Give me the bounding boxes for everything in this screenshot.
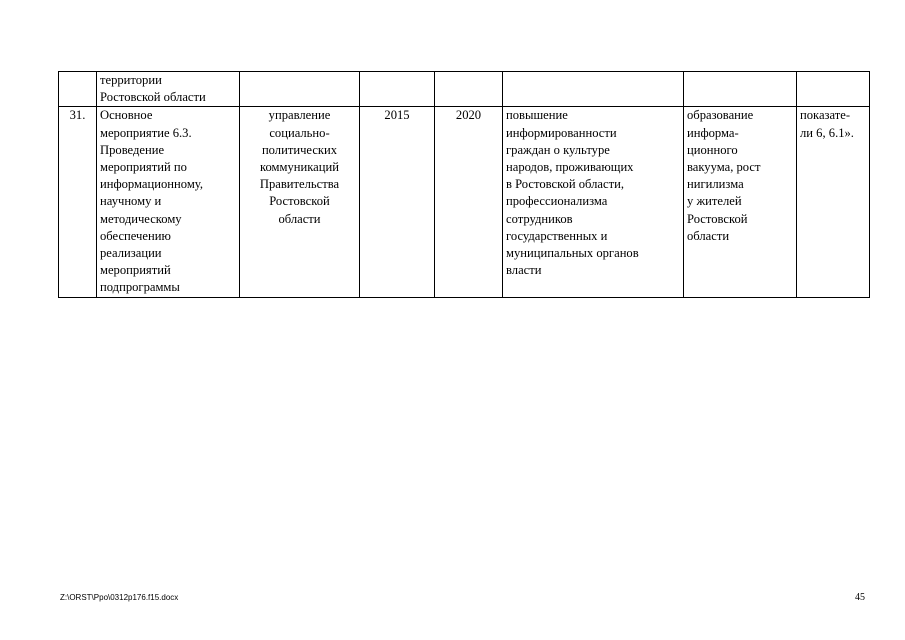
page-number: 45 — [855, 592, 865, 603]
cell-start-year — [360, 72, 435, 107]
cell-measure-name — [97, 107, 240, 297]
text-line: Ростовской области — [100, 90, 206, 105]
text-line: мероприятий по — [100, 160, 187, 175]
cell-number: 31. — [59, 107, 97, 297]
cell-consequences — [684, 107, 797, 297]
cell-measure-name — [97, 72, 240, 107]
cell-start-year: 2015 — [360, 107, 435, 297]
cell-consequences — [684, 72, 797, 107]
text-line: Проведение — [100, 142, 165, 157]
cell-number — [59, 72, 97, 107]
table-row-continuation — [59, 72, 870, 107]
text-line: управление — [268, 108, 331, 123]
text-line: образование — [687, 108, 754, 123]
text-line: области — [278, 211, 321, 226]
text-line: Основное — [100, 108, 153, 123]
text-line: мероприятий — [100, 263, 171, 278]
cell-indicators — [797, 107, 870, 297]
text-line: вакуума, рост — [687, 160, 761, 175]
text-line: показате- — [800, 108, 851, 123]
text-line: области — [687, 228, 730, 243]
text-line: ли 6, 6.1». — [800, 125, 854, 140]
text-line: в Ростовской области, — [506, 177, 624, 192]
text-line: информационному, — [100, 177, 203, 192]
text-line: коммуникаций — [260, 160, 339, 175]
text-line: муниципальных органов — [506, 246, 639, 261]
text-line: политических — [261, 142, 338, 157]
text-line: нигилизма — [687, 177, 744, 192]
footer-file-path: Z:\ORST\Ppo\0312p176.f15.docx — [60, 593, 179, 602]
text-line: методическому — [100, 211, 182, 226]
text-line: граждан о культуре — [506, 142, 610, 157]
text-line: информированности — [506, 125, 617, 140]
measures-table — [58, 71, 870, 298]
cell-indicators — [797, 72, 870, 107]
text-line: государственных и — [506, 228, 608, 243]
text-line: повышение — [506, 108, 568, 123]
text-line: у жителей — [687, 194, 742, 209]
cell-end-year: 2020 — [435, 107, 503, 297]
text-line: информа- — [687, 125, 739, 140]
text-line: Ростовской — [687, 211, 748, 226]
cell-expected-result — [503, 72, 684, 107]
text-line: обеспечению — [100, 228, 171, 243]
text-line: научному и — [100, 194, 162, 209]
text-line: профессионализма — [506, 194, 608, 209]
text-line: сотрудников — [506, 211, 573, 226]
text-line: Правительства — [259, 177, 340, 192]
text-line: социально- — [269, 125, 330, 140]
text-line: ционного — [687, 142, 738, 157]
cell-end-year — [435, 72, 503, 107]
cell-expected-result — [503, 107, 684, 297]
text-line: реализации — [100, 246, 162, 261]
table-row-31 — [59, 107, 870, 297]
cell-executor — [240, 72, 360, 107]
text-line: народов, проживающих — [506, 160, 634, 175]
text-line: власти — [506, 263, 542, 278]
text-line: мероприятие 6.3. — [100, 125, 192, 140]
text-line: подпрограммы — [100, 280, 180, 295]
text-line: Ростовской — [269, 194, 330, 209]
cell-executor — [240, 107, 360, 297]
text-line: территории — [100, 73, 162, 87]
